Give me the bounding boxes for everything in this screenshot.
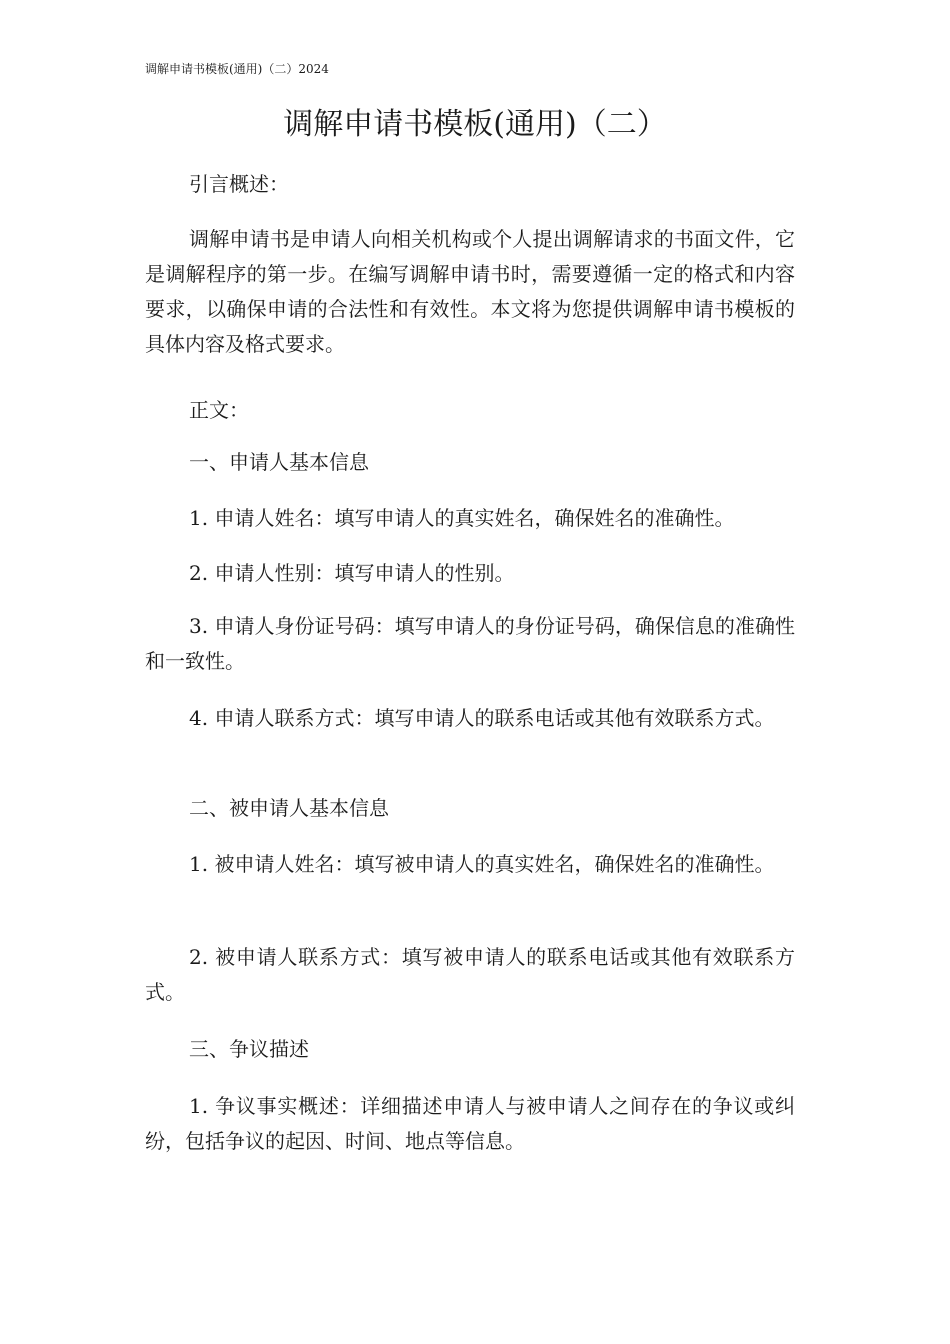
- section-heading-dispute: 三、争议描述: [189, 1037, 309, 1061]
- list-item: 2. 申请人性别：填写申请人的性别。: [189, 561, 515, 585]
- intro-heading: 引言概述：: [189, 172, 289, 196]
- page-header: 调解申请书模板(通用)（二）2024: [145, 62, 329, 76]
- list-item: 1. 申请人姓名：填写申请人的真实姓名，确保姓名的准确性。: [189, 506, 735, 530]
- list-item: 1. 被申请人姓名：填写被申请人的真实姓名，确保姓名的准确性。: [189, 852, 775, 876]
- body-heading: 正文：: [189, 398, 249, 422]
- intro-paragraph: 调解申请书是申请人向相关机构或个人提出调解请求的书面文件，它是调解程序的第一步。在编写调解申请书时，需要遵循一定的格式和内容要求，以确保申请的合法性和有效性。本文将为您提供调解申请书模板的具体内容及格式要求。: [145, 227, 795, 356]
- list-item: 4. 申请人联系方式：填写申请人的联系电话或其他有效联系方式。: [189, 706, 775, 730]
- list-item: 1. 争议事实概述：详细描述申请人与被申请人之间存在的争议或纠纷，包括争议的起因、时间、地点等信息。: [145, 1094, 795, 1153]
- section-heading-respondent: 二、被申请人基本信息: [189, 796, 389, 820]
- list-item: 3. 申请人身份证号码：填写申请人的身份证号码，确保信息的准确性和一致性。: [145, 614, 795, 673]
- section-heading-applicant: 一、申请人基本信息: [189, 450, 369, 474]
- document-title: 调解申请书模板(通用)（二）: [283, 107, 667, 142]
- list-item: 2. 被申请人联系方式：填写被申请人的联系电话或其他有效联系方式。: [145, 945, 795, 1004]
